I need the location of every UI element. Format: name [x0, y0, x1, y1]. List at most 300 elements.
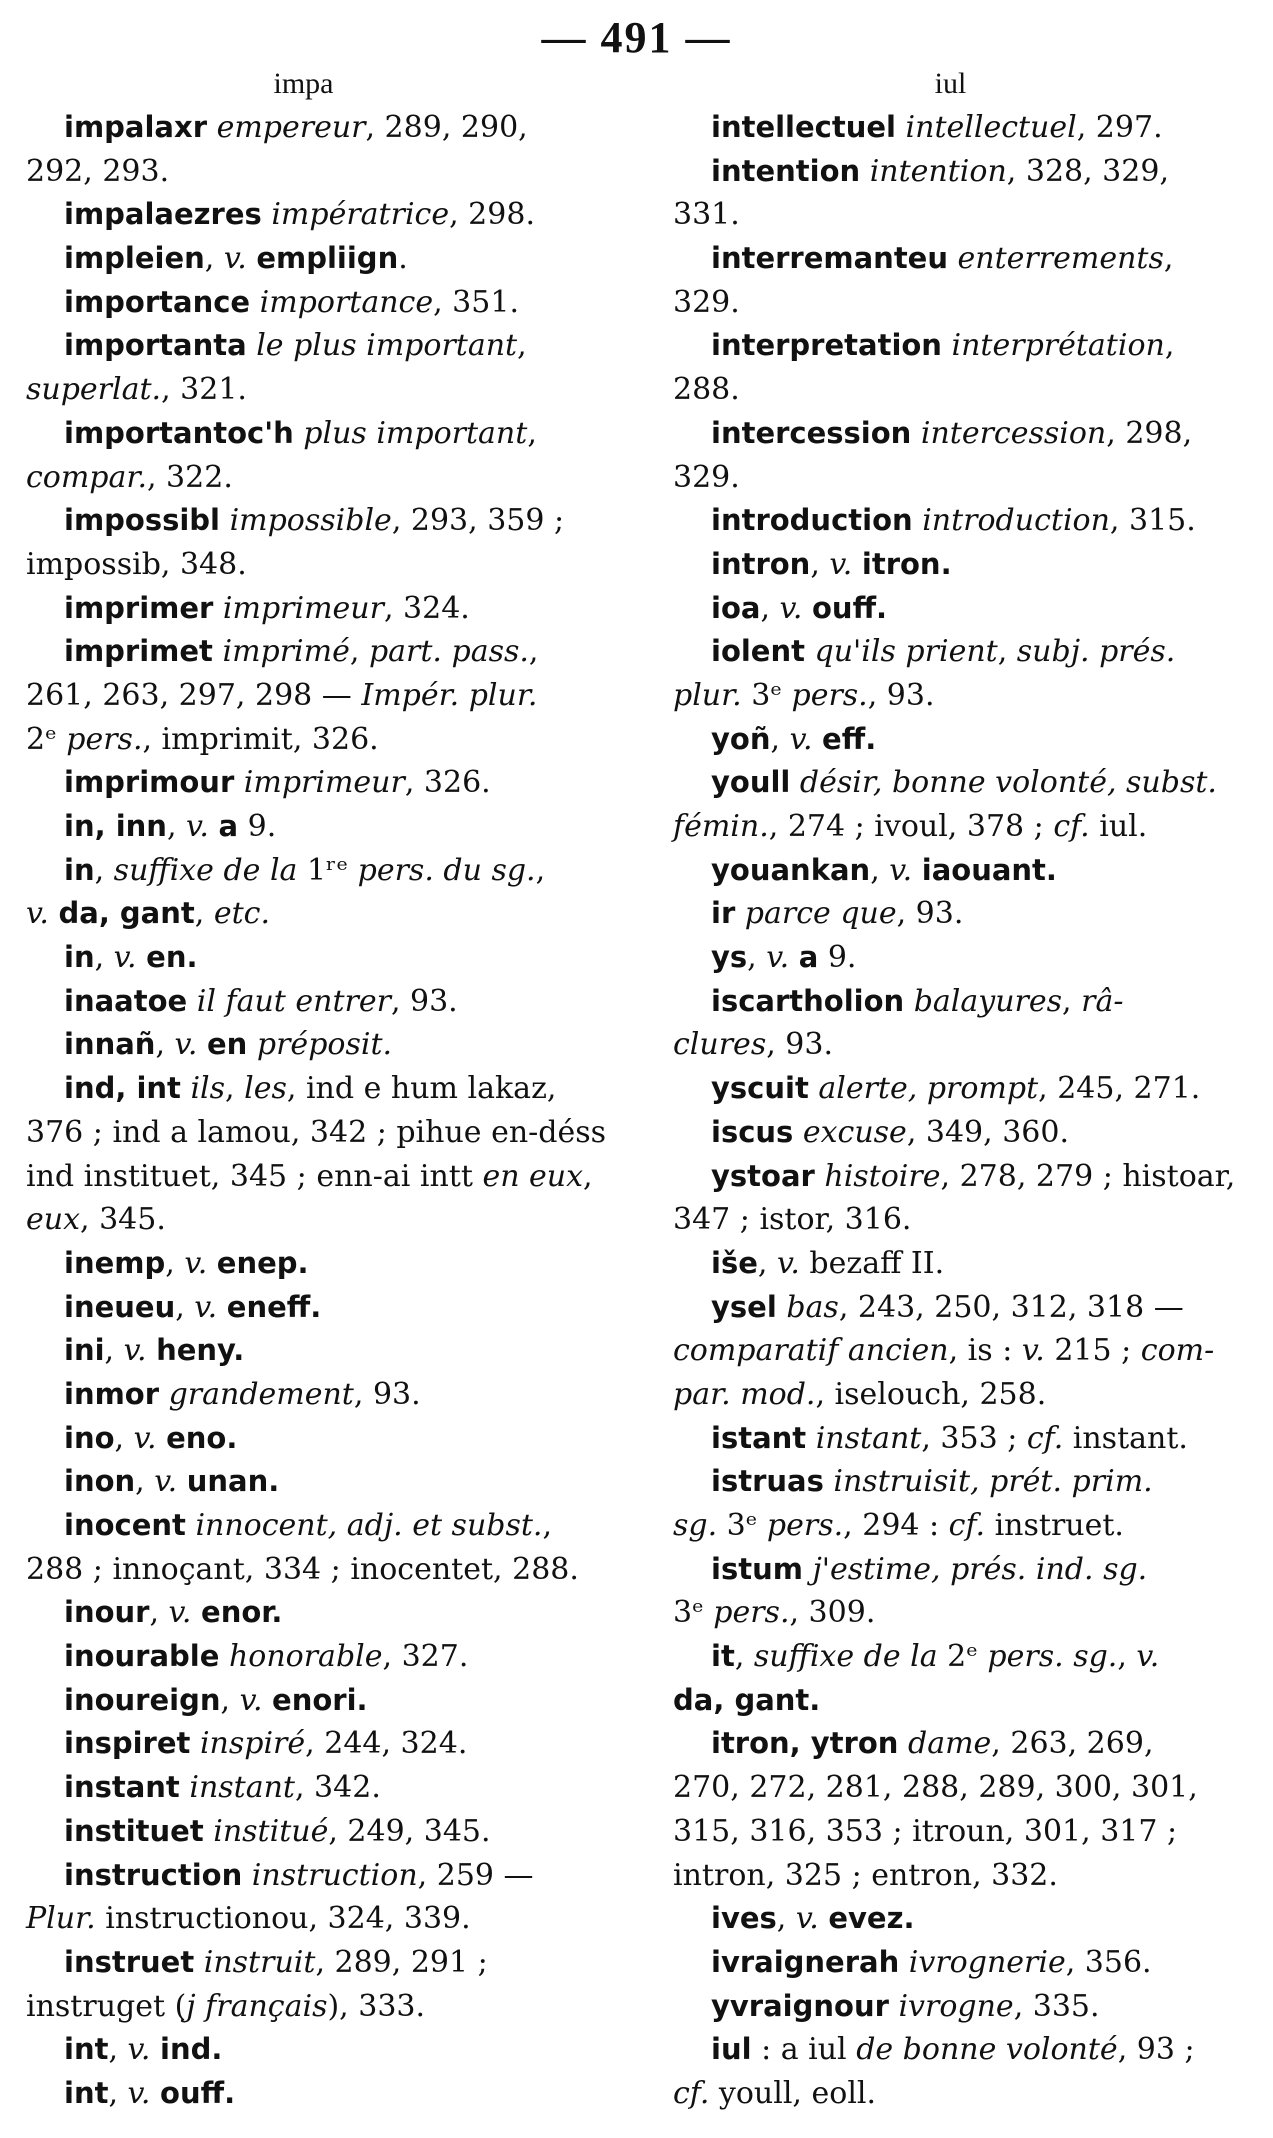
entry-line — [673, 1242, 1228, 1286]
entry-line — [673, 1635, 1228, 1679]
italic-text: v. — [1136, 1639, 1160, 1675]
italic-text: pers. du sg. — [357, 852, 536, 888]
italic-text: honorable — [228, 1639, 383, 1675]
plain-text: bezaff II. — [799, 1245, 945, 1281]
entry-line — [673, 1067, 1228, 1111]
entry-line — [26, 2028, 581, 2072]
plain-text — [147, 1333, 157, 1368]
plain-text — [194, 1945, 204, 1980]
plain-text — [180, 1770, 190, 1805]
italic-text: com- — [1140, 1333, 1215, 1369]
plain-text: , 93 ; — [1117, 2032, 1195, 2068]
plain-text: , — [1062, 983, 1082, 1019]
plain-text: , — [583, 1158, 593, 1194]
plain-text — [263, 1683, 273, 1718]
italic-text: ils — [190, 1071, 226, 1107]
plain-text: , — [114, 1420, 134, 1456]
plain-text: 270, 272, 281, 288, 289, 300, 301, — [673, 1770, 1198, 1806]
plain-text: ind instituet, 345 ; enn-ai intt — [26, 1158, 483, 1194]
entry-line — [673, 1591, 1228, 1635]
headword: intention — [711, 153, 861, 188]
plain-text: , 93. — [867, 677, 935, 713]
headword: importance — [64, 284, 251, 319]
entry-line — [26, 324, 581, 368]
entry-line — [673, 150, 1228, 194]
plain-text: , 93. — [896, 896, 964, 932]
plain-text: , — [165, 1245, 185, 1281]
plain-text — [790, 765, 800, 800]
entry-line — [673, 980, 1228, 1024]
italic-text: v. — [133, 1420, 157, 1456]
plain-text: , 259 — — [417, 1857, 534, 1893]
plain-text — [294, 416, 304, 451]
italic-text: instant — [189, 1770, 295, 1806]
headword: inaatoe — [64, 983, 188, 1018]
headword: ir — [711, 896, 736, 931]
italic-text: désir, bonne volonté, subst. — [799, 765, 1217, 801]
headword: istruas — [711, 1464, 824, 1499]
plain-text: 331. — [673, 197, 740, 233]
entry-line — [26, 936, 581, 980]
entry-line — [26, 849, 581, 893]
entry-line — [26, 499, 581, 543]
entry-line — [26, 1548, 581, 1592]
entry-line — [673, 587, 1228, 631]
plain-text: , — [1164, 328, 1175, 364]
plain-text — [806, 1421, 816, 1456]
plain-text: , 93. — [353, 1376, 421, 1412]
italic-text: v. — [127, 2075, 151, 2111]
headword: innañ — [64, 1027, 156, 1062]
plain-text — [815, 1159, 825, 1194]
plain-text: , — [94, 852, 114, 888]
entry-line — [673, 324, 1228, 368]
entry-line — [673, 718, 1228, 762]
headword: imprimet — [64, 634, 213, 669]
headword: inemp — [64, 1245, 166, 1280]
plain-text: , — [175, 1289, 195, 1325]
entry-line — [26, 2072, 581, 2116]
entry-line — [673, 193, 1228, 237]
italic-text: v. — [776, 1245, 800, 1281]
italic-text: plus important — [303, 415, 528, 451]
italic-text: v. — [789, 721, 813, 757]
plain-text: , — [517, 328, 527, 364]
italic-text: impossible — [229, 503, 392, 539]
headword: enori. — [272, 1682, 368, 1717]
italic-text: importance — [259, 284, 434, 320]
italic-text: v. — [168, 1595, 192, 1631]
plain-text: 2ᵉ — [26, 721, 67, 757]
plain-text: , 298, — [1106, 415, 1193, 451]
plain-text: youll, eoll. — [709, 2075, 877, 2111]
plain-text: , 249, 345. — [328, 1813, 491, 1849]
italic-text: etc. — [213, 896, 270, 932]
entry-line — [673, 106, 1228, 150]
italic-text: intention — [869, 153, 1007, 189]
plain-text: 9. — [818, 940, 857, 976]
plain-text: , — [776, 1901, 796, 1937]
headword: imprimer — [64, 590, 214, 625]
entry-line — [26, 1242, 581, 1286]
plain-text — [942, 328, 952, 363]
entry-line — [26, 237, 581, 281]
headword: unan. — [186, 1464, 280, 1499]
headword: yvraignour — [711, 1988, 889, 2023]
headword: int — [64, 2075, 109, 2110]
headword: enep. — [216, 1245, 309, 1280]
right-entries — [673, 106, 1236, 2116]
entry-line — [673, 456, 1228, 500]
italic-text: institué — [213, 1813, 329, 1849]
headword: iše — [711, 1245, 758, 1280]
entry-line — [673, 1722, 1228, 1766]
plain-text: , — [747, 940, 767, 976]
plain-text: instruget ( — [26, 1988, 187, 2024]
italic-text: v. — [123, 1333, 147, 1369]
plain-text — [137, 940, 147, 975]
headword: ives — [711, 1901, 777, 1936]
italic-text: de bonne volonté — [856, 2032, 1118, 2068]
italic-text: les — [244, 1071, 287, 1107]
plain-text: , — [770, 721, 790, 757]
entry-line — [673, 412, 1228, 456]
italic-text: pers. sg. — [987, 1639, 1118, 1675]
headword: youankan — [711, 852, 871, 887]
plain-text: , — [204, 241, 224, 277]
entry-line — [673, 1810, 1228, 1854]
plain-text: , 278, 279 ; histoar, — [940, 1158, 1236, 1194]
headword: instituet — [64, 1813, 204, 1848]
italic-text: ivrogne — [898, 1988, 1014, 2024]
italic-text: imprimeur — [243, 765, 405, 801]
italic-text: v. — [186, 809, 209, 844]
italic-text: bas — [786, 1289, 839, 1325]
plain-text: , 309. — [789, 1595, 876, 1631]
headword: intron — [711, 546, 811, 581]
italic-text: instruction — [251, 1857, 418, 1893]
italic-text: pers. — [713, 1595, 790, 1631]
entry-line — [26, 1460, 581, 1504]
plain-text: , 274 ; ivoul, 378 ; — [768, 809, 1054, 844]
entry-line — [26, 1766, 581, 1810]
entry-line — [673, 1198, 1228, 1242]
headword: empliign — [256, 241, 399, 276]
plain-text: , ind e hum lakaz, — [286, 1071, 557, 1107]
entry-line — [26, 1111, 607, 1155]
plain-text — [207, 1246, 217, 1281]
headword: iaouant. — [921, 852, 1057, 887]
italic-text: eux — [26, 1202, 80, 1238]
plain-text: 1ʳᵉ — [297, 852, 358, 888]
plain-text: intron, 325 ; entron, 332. — [673, 1857, 1058, 1893]
plain-text — [904, 984, 914, 1019]
headword: ystoar — [711, 1158, 815, 1193]
italic-text: v. — [194, 1289, 218, 1325]
plain-text: , — [194, 896, 214, 932]
headword: impleien — [64, 241, 205, 276]
plain-text: , imprimit, 326. — [142, 721, 379, 757]
entry-line — [26, 1635, 581, 1679]
italic-text: superlat. — [26, 372, 162, 408]
headword: eff. — [822, 721, 877, 756]
entry-line — [673, 1373, 1228, 1417]
plain-text: , — [349, 634, 369, 670]
entry-line — [26, 1504, 581, 1548]
plain-text — [912, 853, 922, 888]
plain-text: , 243, 250, 312, 318 — — [838, 1289, 1184, 1325]
entry-line — [673, 1679, 1228, 1723]
italic-text: v. — [113, 940, 137, 976]
entry-line — [26, 1941, 581, 1985]
plain-text — [789, 940, 799, 975]
headword: iscus — [711, 1114, 794, 1149]
plain-text: ), 333. — [327, 1988, 426, 2024]
headword: yoñ — [711, 721, 771, 756]
entry-line — [673, 237, 1228, 281]
italic-text: cf. — [1026, 1420, 1064, 1456]
italic-text: enterrements — [957, 241, 1164, 277]
plain-text: , 244, 324. — [305, 1726, 468, 1762]
plain-text — [247, 1027, 257, 1062]
plain-text: 376 ; ind a lamou, 342 ; pihue en-déss — [26, 1114, 607, 1150]
plain-text: , — [528, 634, 539, 670]
headword: inspiret — [64, 1726, 191, 1761]
plain-text: 3ᵉ — [717, 1508, 767, 1543]
italic-text: innocent, adj. et subst. — [195, 1508, 543, 1543]
entry-line — [673, 1766, 1228, 1810]
plain-text: , — [166, 809, 187, 844]
headword: a — [218, 809, 239, 843]
plain-text: , 93. — [766, 1027, 834, 1063]
plain-text — [187, 984, 197, 1019]
entry-line — [673, 1548, 1228, 1592]
plain-text — [191, 1595, 201, 1630]
italic-text: pers. — [766, 1508, 844, 1543]
entry-line — [26, 1329, 581, 1373]
italic-text: alerte, prompt — [818, 1071, 1039, 1107]
entry-line — [673, 1155, 1236, 1199]
plain-text — [819, 1901, 829, 1936]
entry-line — [673, 499, 1228, 543]
italic-text: v. — [154, 1464, 178, 1500]
italic-text: histoire — [824, 1158, 941, 1194]
italic-text: introduction — [922, 503, 1110, 539]
plain-text — [824, 1464, 834, 1499]
entry-line — [673, 2028, 1228, 2072]
italic-text: instruisit, prét. prim. — [833, 1464, 1153, 1500]
headword: yscuit — [711, 1071, 809, 1106]
headword: intellectuel — [711, 110, 896, 144]
headword: inocent — [64, 1508, 186, 1542]
plain-text — [802, 591, 812, 626]
italic-text: il faut entrer — [196, 983, 391, 1019]
italic-text: excuse — [802, 1114, 907, 1150]
plain-text — [209, 809, 219, 844]
entry-line — [673, 674, 1228, 718]
plain-text: , 335. — [1013, 1988, 1100, 2024]
plain-text: 215 ; — [1044, 1333, 1141, 1369]
plain-text: , 342. — [294, 1770, 381, 1806]
entry-line — [673, 1941, 1228, 1985]
plain-text: instant. — [1063, 1420, 1188, 1456]
italic-text: interprétation — [951, 328, 1165, 364]
plain-text: 347 ; istor, 316. — [673, 1202, 912, 1238]
headword: instant — [64, 1770, 180, 1805]
plain-text: 288. — [673, 372, 740, 408]
plain-text: impossib, 348. — [26, 546, 247, 582]
plain-text — [219, 1639, 229, 1674]
plain-text — [899, 1945, 909, 1980]
italic-text: inspiré — [199, 1726, 306, 1762]
plain-text — [735, 896, 745, 931]
entry-line — [673, 849, 1228, 893]
italic-text: v. — [779, 590, 803, 626]
italic-text: pers. — [791, 677, 868, 713]
headword: eno. — [166, 1420, 238, 1455]
plain-text — [948, 241, 958, 276]
headword: inon — [64, 1464, 136, 1499]
plain-text — [852, 547, 862, 582]
entry-line — [673, 281, 1228, 325]
italic-text: par. mod. — [673, 1376, 816, 1412]
headword: ouff. — [812, 590, 888, 625]
headword: ino — [64, 1420, 115, 1455]
entry-line — [26, 106, 581, 150]
plain-text — [242, 1858, 252, 1893]
headword: evez. — [828, 1901, 915, 1936]
headword: iscartholion — [711, 983, 905, 1018]
plain-text: , — [1163, 241, 1174, 277]
plain-text: . — [398, 241, 408, 277]
plain-text: 3ᵉ — [673, 1595, 714, 1631]
italic-text: v. — [239, 1682, 263, 1718]
headword: ioa — [711, 590, 761, 625]
italic-text: cf. — [1053, 809, 1090, 844]
headword: da, gant — [58, 896, 195, 931]
plain-text: 329. — [673, 459, 740, 495]
entry-line — [26, 630, 581, 674]
entry-line — [673, 1504, 1228, 1548]
entry-line — [26, 1897, 581, 1941]
plain-text: iul. — [1089, 809, 1148, 844]
plain-text — [177, 1464, 187, 1499]
entry-line — [26, 761, 581, 805]
plain-text: 288 ; innoçant, 334 ; inocentet, 288. — [26, 1551, 579, 1587]
italic-text: Plur. — [26, 1901, 96, 1937]
headword: ys — [711, 940, 748, 975]
left-column-header: impa — [273, 67, 334, 100]
entry-line — [26, 1985, 581, 2029]
plain-text — [217, 1290, 227, 1325]
plain-text: , is : — [948, 1333, 1022, 1369]
plain-text: , 298. — [449, 197, 535, 233]
headword: ind, int — [64, 1071, 181, 1106]
plain-text: , 293, 359 ; — [391, 503, 565, 539]
entry-line — [26, 193, 581, 237]
plain-text: , — [135, 1464, 155, 1500]
italic-text: compar. — [26, 459, 147, 495]
entry-line — [26, 980, 581, 1024]
headword: itron, ytron — [711, 1726, 899, 1761]
entry-line — [26, 1591, 581, 1635]
italic-text: v. — [889, 852, 913, 888]
page-number: — 491 — — [541, 13, 732, 62]
headword: istant — [711, 1420, 807, 1455]
headword: heny. — [156, 1333, 245, 1368]
entry-line — [673, 936, 1228, 980]
entry-line — [673, 1854, 1228, 1898]
plain-text — [793, 1115, 803, 1150]
italic-text: v. — [26, 896, 49, 932]
headword: intercession — [711, 415, 912, 450]
plain-text: instruet. — [985, 1508, 1124, 1543]
italic-text: v. — [174, 1027, 198, 1063]
plain-text — [150, 2076, 160, 2111]
plain-text — [190, 1726, 200, 1761]
italic-text: Impér. plur. — [361, 677, 538, 713]
left-entries — [26, 106, 607, 2116]
plain-text — [204, 1814, 214, 1849]
headword: int — [64, 2032, 109, 2067]
headword: in — [64, 852, 95, 887]
entry-line — [26, 805, 581, 849]
entry-line — [26, 368, 581, 412]
plain-text — [813, 722, 823, 757]
plain-text — [777, 1290, 787, 1325]
italic-text: v. — [223, 241, 247, 277]
plain-text: , 297. — [1076, 110, 1163, 145]
plain-text: , 294 : — [843, 1508, 949, 1543]
entry-line — [26, 281, 581, 325]
headword: instruet — [64, 1944, 195, 1979]
entry-line — [673, 1023, 1228, 1067]
italic-text: v. — [766, 940, 790, 976]
entry-line — [673, 805, 1228, 849]
italic-text: cf. — [673, 2075, 710, 2111]
italic-text: intellectuel — [905, 110, 1077, 145]
entry-line — [673, 1897, 1228, 1941]
headword: importanta — [64, 328, 247, 363]
plain-text: , — [220, 1682, 240, 1718]
plain-text: , 93. — [390, 983, 458, 1019]
right-column — [673, 62, 1236, 2116]
italic-text: impératrice — [271, 197, 450, 233]
italic-text: j français — [186, 1988, 328, 2024]
entry-line — [26, 1373, 581, 1417]
entry-line — [673, 1985, 1228, 2029]
italic-text: cf. — [948, 1508, 986, 1543]
entry-line — [26, 150, 581, 194]
entry-line — [673, 543, 1228, 587]
italic-text: imprimeur — [222, 590, 384, 626]
italic-text: intercession — [920, 415, 1107, 451]
entry-line — [673, 1417, 1228, 1461]
italic-text: j'estime, prés. ind. sg. — [812, 1551, 1148, 1587]
headword: eneff. — [226, 1289, 322, 1324]
plain-text — [247, 241, 257, 276]
entry-line — [673, 2072, 1228, 2116]
italic-text: qu'ils prient — [814, 634, 998, 670]
plain-text: , — [870, 852, 890, 888]
italic-text: en eux — [482, 1158, 584, 1194]
plain-text: , — [108, 2032, 128, 2068]
plain-text — [159, 1377, 169, 1412]
plain-text: , 322. — [146, 459, 233, 495]
plain-text: , — [149, 1595, 169, 1631]
plain-text: : a iul — [751, 2032, 857, 2068]
italic-text: v. — [795, 1901, 819, 1937]
